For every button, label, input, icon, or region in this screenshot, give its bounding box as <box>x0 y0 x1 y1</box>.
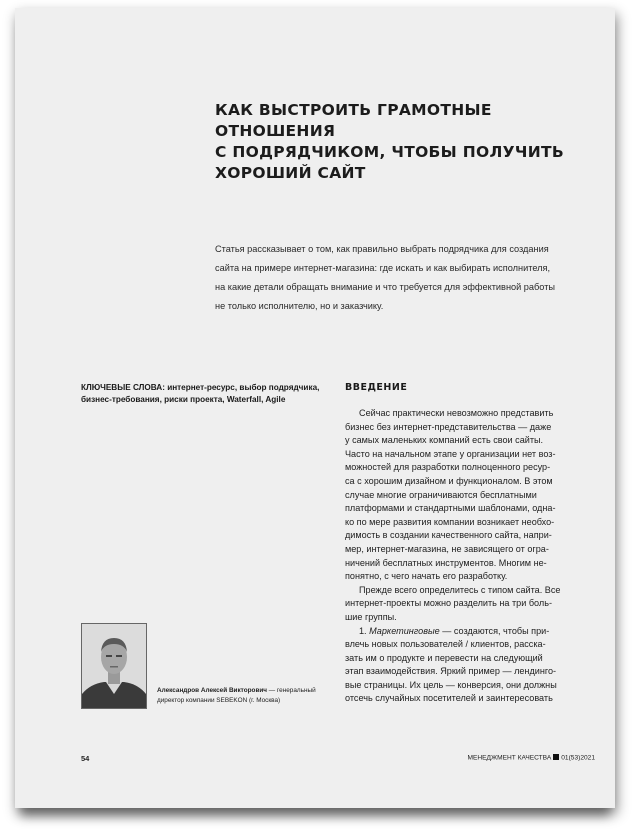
title-line: ХОРОШИЙ САЙТ <box>215 164 366 182</box>
author-role: — генеральный <box>267 687 316 694</box>
body-line: зать им о продукте и перевести на следующий <box>345 652 543 663</box>
author-caption <box>157 686 332 706</box>
square-bullet-icon <box>553 754 559 760</box>
page-number: 54 <box>81 754 90 763</box>
body-line: са с хорошим дизайном и функционалом. В этом <box>345 475 553 486</box>
author-photo <box>81 623 147 709</box>
body-line: Сейчас практически невозможно представить <box>359 408 554 418</box>
lead-line: на какие детали обращать внимание и что требуется для эффективной работы <box>215 282 556 292</box>
title-line: С ПОДРЯДЧИКОМ, ЧТОБЫ ПОЛУЧИТЬ <box>215 143 564 161</box>
body-line: мер, интернет-магазина, не зависящего от огра- <box>345 543 549 554</box>
body-line: Прежде всего определитесь с типом сайта. Все <box>359 584 561 595</box>
author-role-line: директор компании SEBEKON (г. Москва) <box>157 697 281 704</box>
author-name: Александров Алексей Викторович <box>157 687 268 694</box>
body-line: ничений бесплатных инструментов. Многим не- <box>345 557 547 568</box>
body-line: можностей для разработки полноценного ресур- <box>345 462 551 473</box>
body-line: интернет-проекты можно разделить на три боль- <box>345 598 552 609</box>
keywords-line: КЛЮЧЕВЫЕ СЛОВА: интернет-ресурс, выбор подрядчика, <box>81 383 320 392</box>
emphasis-term: Маркетинговые <box>369 625 440 636</box>
body-line: бизнес без интернет-представительства — даже <box>345 421 552 432</box>
journal-folio <box>435 754 595 762</box>
keywords-line: бизнес-требования, риски проекта, Waterfall, Agile <box>81 395 286 404</box>
body-line: Часто на начальном этапе у организации нет воз- <box>345 448 556 459</box>
title-line: КАК ВЫСТРОИТЬ ГРАМОТНЫЕ ОТНОШЕНИЯ <box>215 101 492 140</box>
article-lead <box>215 240 593 316</box>
lead-line: Статья рассказывает о том, как правильно выбрать подрядчика для создания <box>215 244 549 254</box>
author-line <box>157 686 332 696</box>
body-line: отсечь случайных посетителей и заинтересовать <box>345 693 553 704</box>
list-number: 1. <box>359 625 370 636</box>
body-line: понятно, с чего начать его разработку. <box>345 571 508 582</box>
body-line: шие группы. <box>345 611 397 622</box>
body-line: у самых маленьких компаний есть свои сайты. <box>345 435 544 446</box>
journal-name: МЕНЕДЖМЕНТ КАЧЕСТВА <box>467 754 552 762</box>
body-line: платформами и стандартными шаблонами, одна- <box>345 503 556 514</box>
body-line: случае многие ограничиваются бесплатными <box>345 489 537 500</box>
issue-number: 01(53)2021 <box>561 754 595 762</box>
body-line: этап взаимодействия. Яркий пример — лендинго- <box>345 666 557 677</box>
author-portrait-icon <box>82 624 146 708</box>
body-line <box>345 625 595 639</box>
body-line: влечь новых пользователей / клиентов, расска- <box>345 639 546 650</box>
section-title: ВВЕДЕНИЕ <box>345 382 408 393</box>
article-title <box>215 100 595 184</box>
lead-line: сайта на примере интернет-магазина: где искать и как выбирать исполнителя, <box>215 263 551 273</box>
body-text: — создаются, чтобы при- <box>439 625 550 636</box>
body-line: ко по мере развития компании возникает необхо- <box>345 516 555 527</box>
body-line: димость в создании качественного сайта, напри- <box>345 530 552 541</box>
keywords <box>81 382 321 406</box>
magazine-page <box>15 8 615 808</box>
lead-line: не только исполнителю, но и заказчику. <box>215 301 384 311</box>
body-line: вые страницы. Их цель — конверсия, они должны <box>345 679 557 690</box>
article-body <box>345 407 595 706</box>
